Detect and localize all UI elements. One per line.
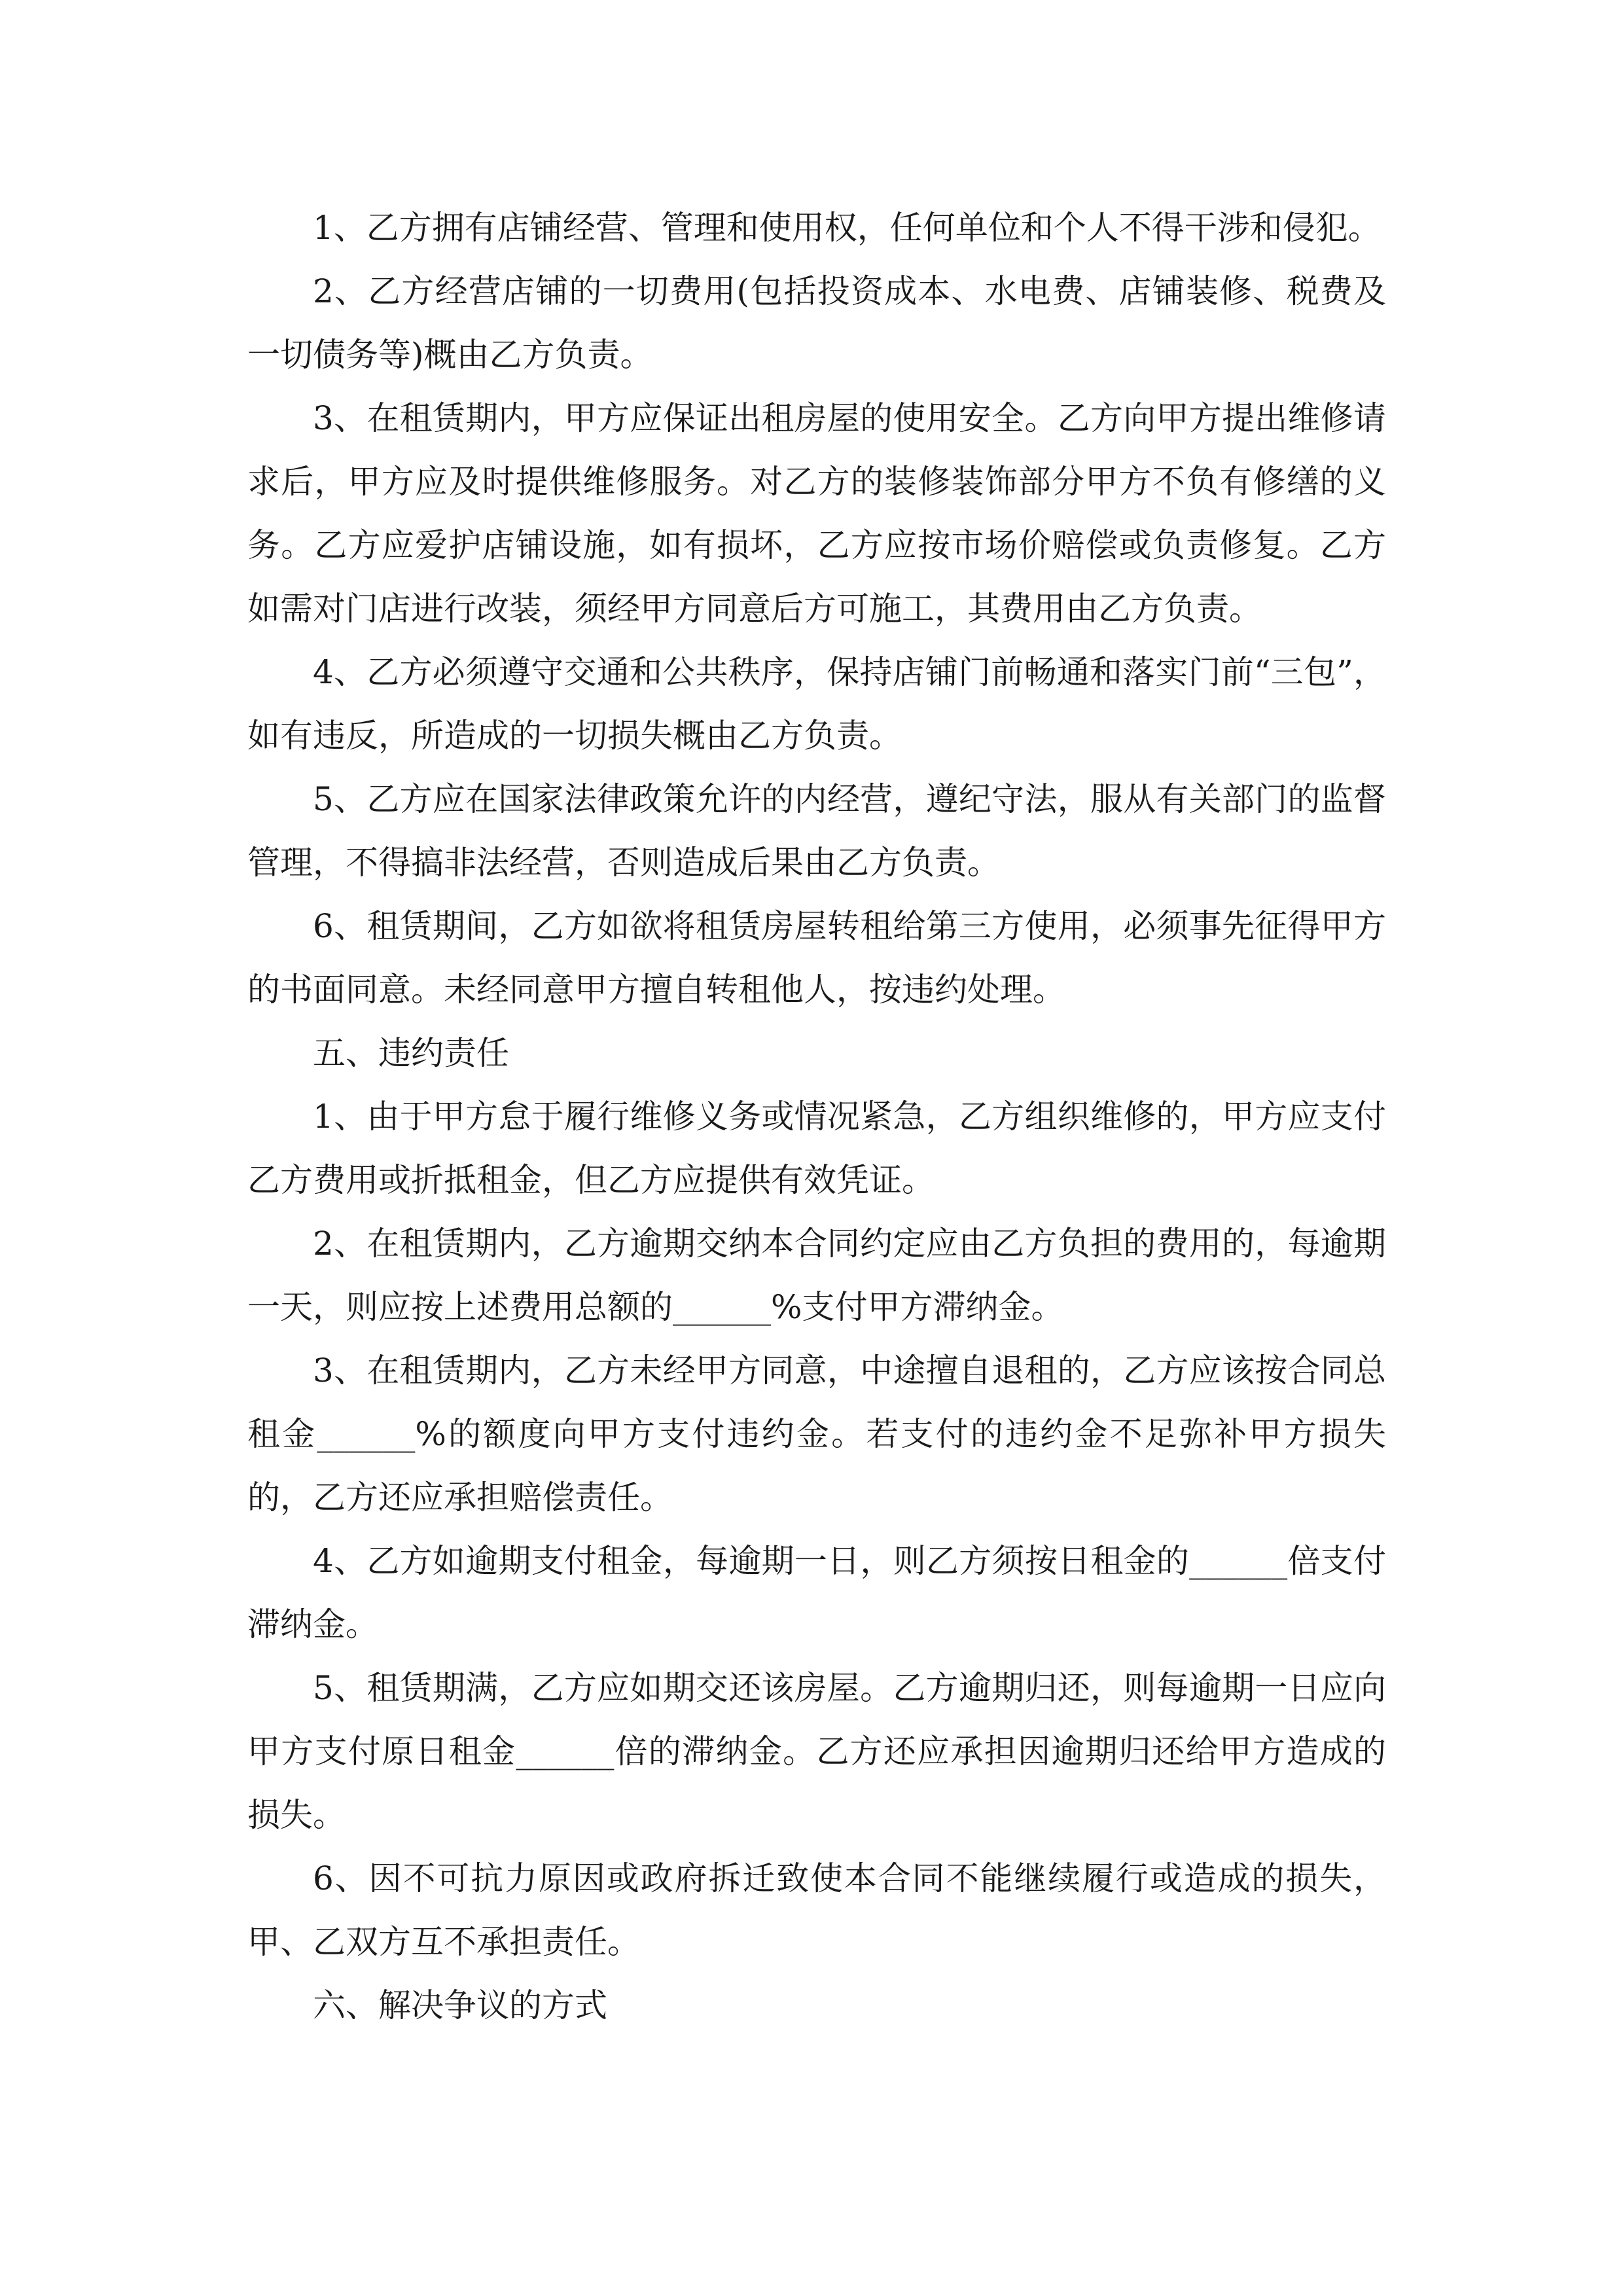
clause-paragraph: 2、乙方经营店铺的一切费用(包括投资成本、水电费、店铺装修、税费及一切债务等)概由乙方负责。 xyxy=(247,272,1386,374)
clause-paragraph: 1、乙方拥有店铺经营、管理和使用权，任何单位和个人不得干涉和侵犯。 xyxy=(313,209,1381,247)
section-heading: 五、违约责任 xyxy=(313,1034,509,1072)
clause-paragraph: 5、乙方应在国家法律政策允许的内经营，遵纪守法，服从有关部门的监督管理，不得搞非法经营，否则造成后果由乙方负责。 xyxy=(247,780,1386,882)
clause-paragraph: 3、在租赁期内，乙方未经甲方同意，中途擅自退租的，乙方应该按合同总租金______%的额度向甲方支付违约金。若支付的违约金不足弥补甲方损失的，乙方还应承担赔偿责任。 xyxy=(247,1352,1386,1516)
clause-paragraph: 6、租赁期间，乙方如欲将租赁房屋转租给第三方使用，必须事先征得甲方的书面同意。未经同意甲方擅自转租他人，按违约处理。 xyxy=(247,907,1386,1009)
clause-paragraph: 2、在租赁期内，乙方逾期交纳本合同约定应由乙方负担的费用的，每逾期一天，则应按上述费用总额的______%支付甲方滞纳金。 xyxy=(247,1225,1386,1326)
section-heading: 六、解决争议的方式 xyxy=(313,1986,607,2024)
clause-paragraph: 3、在租赁期内，甲方应保证出租房屋的使用安全。乙方向甲方提出维修请求后，甲方应及时提供维修服务。对乙方的装修装饰部分甲方不负有修缮的义务。乙方应爱护店铺设施，如有损坏，乙方应按市场价赔偿或负责修复。乙方如需对门店进行改装，须经甲方同意后方可施工，其费用由乙方负责。 xyxy=(247,399,1386,628)
clause-paragraph: 4、乙方必须遵守交通和公共秩序，保持店铺门前畅通和落实门前“三包”，如有违反，所造成的一切损失概由乙方负责。 xyxy=(247,653,1386,755)
clause-paragraph: 6、因不可抗力原因或政府拆迁致使本合同不能继续履行或造成的损失，甲、乙双方互不承担责任。 xyxy=(247,1859,1386,1961)
clause-paragraph: 5、租赁期满，乙方应如期交还该房屋。乙方逾期归还，则每逾期一日应向甲方支付原日租金______倍的滞纳金。乙方还应承担因逾期归还给甲方造成的损失。 xyxy=(247,1669,1386,1834)
clause-paragraph: 1、由于甲方怠于履行维修义务或情况紧急，乙方组织维修的，甲方应支付乙方费用或折抵租金，但乙方应提供有效凭证。 xyxy=(247,1098,1386,1199)
clause-paragraph: 4、乙方如逾期支付租金，每逾期一日，则乙方须按日租金的______倍支付滞纳金。 xyxy=(247,1542,1386,1643)
document-body xyxy=(247,196,1386,2037)
